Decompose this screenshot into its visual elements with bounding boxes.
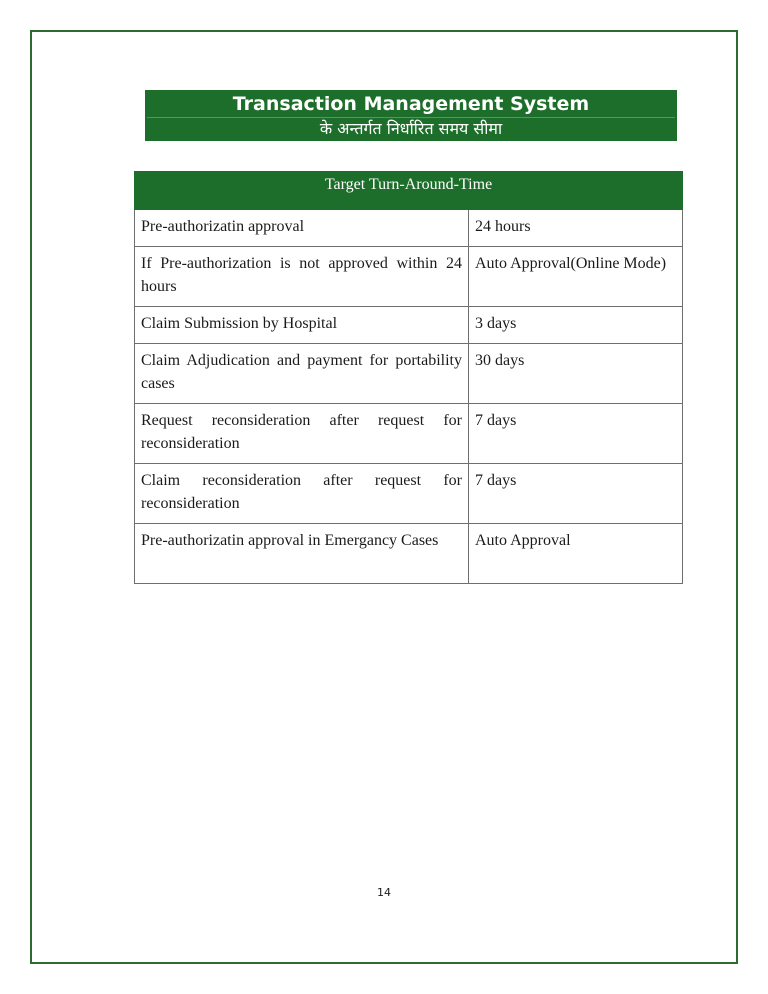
page-title: Transaction Management System (232, 93, 590, 115)
table-row (135, 344, 683, 404)
table-header: Target Turn-Around-Time (135, 172, 683, 210)
table-row (135, 307, 683, 344)
table-row (135, 247, 683, 307)
table-row (135, 404, 683, 464)
table-header-row (135, 172, 683, 210)
page-number: 14 (377, 886, 391, 899)
time-cell: 30 days (469, 344, 683, 404)
time-cell: Auto Approval(Online Mode) (469, 247, 683, 307)
activity-cell: Request reconsideration after request for reconsideration (135, 404, 469, 464)
activity-cell: Pre-authorizatin approval (135, 210, 469, 247)
page-subtitle-hindi: के अन्तर्गत निर्धारित समय सीमा (319, 119, 503, 138)
time-cell: 7 days (469, 464, 683, 524)
activity-cell: Pre-authorizatin approval in Emergancy Cases (135, 524, 469, 584)
table-row (135, 210, 683, 247)
table-row (135, 524, 683, 584)
time-cell: 7 days (469, 404, 683, 464)
activity-cell: If Pre-authorization is not approved within 24 hours (135, 247, 469, 307)
time-cell: Auto Approval (469, 524, 683, 584)
time-cell: 24 hours (469, 210, 683, 247)
activity-cell: Claim Adjudication and payment for portability cases (135, 344, 469, 404)
turnaround-time-table (134, 171, 683, 584)
activity-cell: Claim Submission by Hospital (135, 307, 469, 344)
activity-cell: Claim reconsideration after request for reconsideration (135, 464, 469, 524)
table-row (135, 464, 683, 524)
time-cell: 3 days (469, 307, 683, 344)
title-banner (145, 90, 677, 141)
